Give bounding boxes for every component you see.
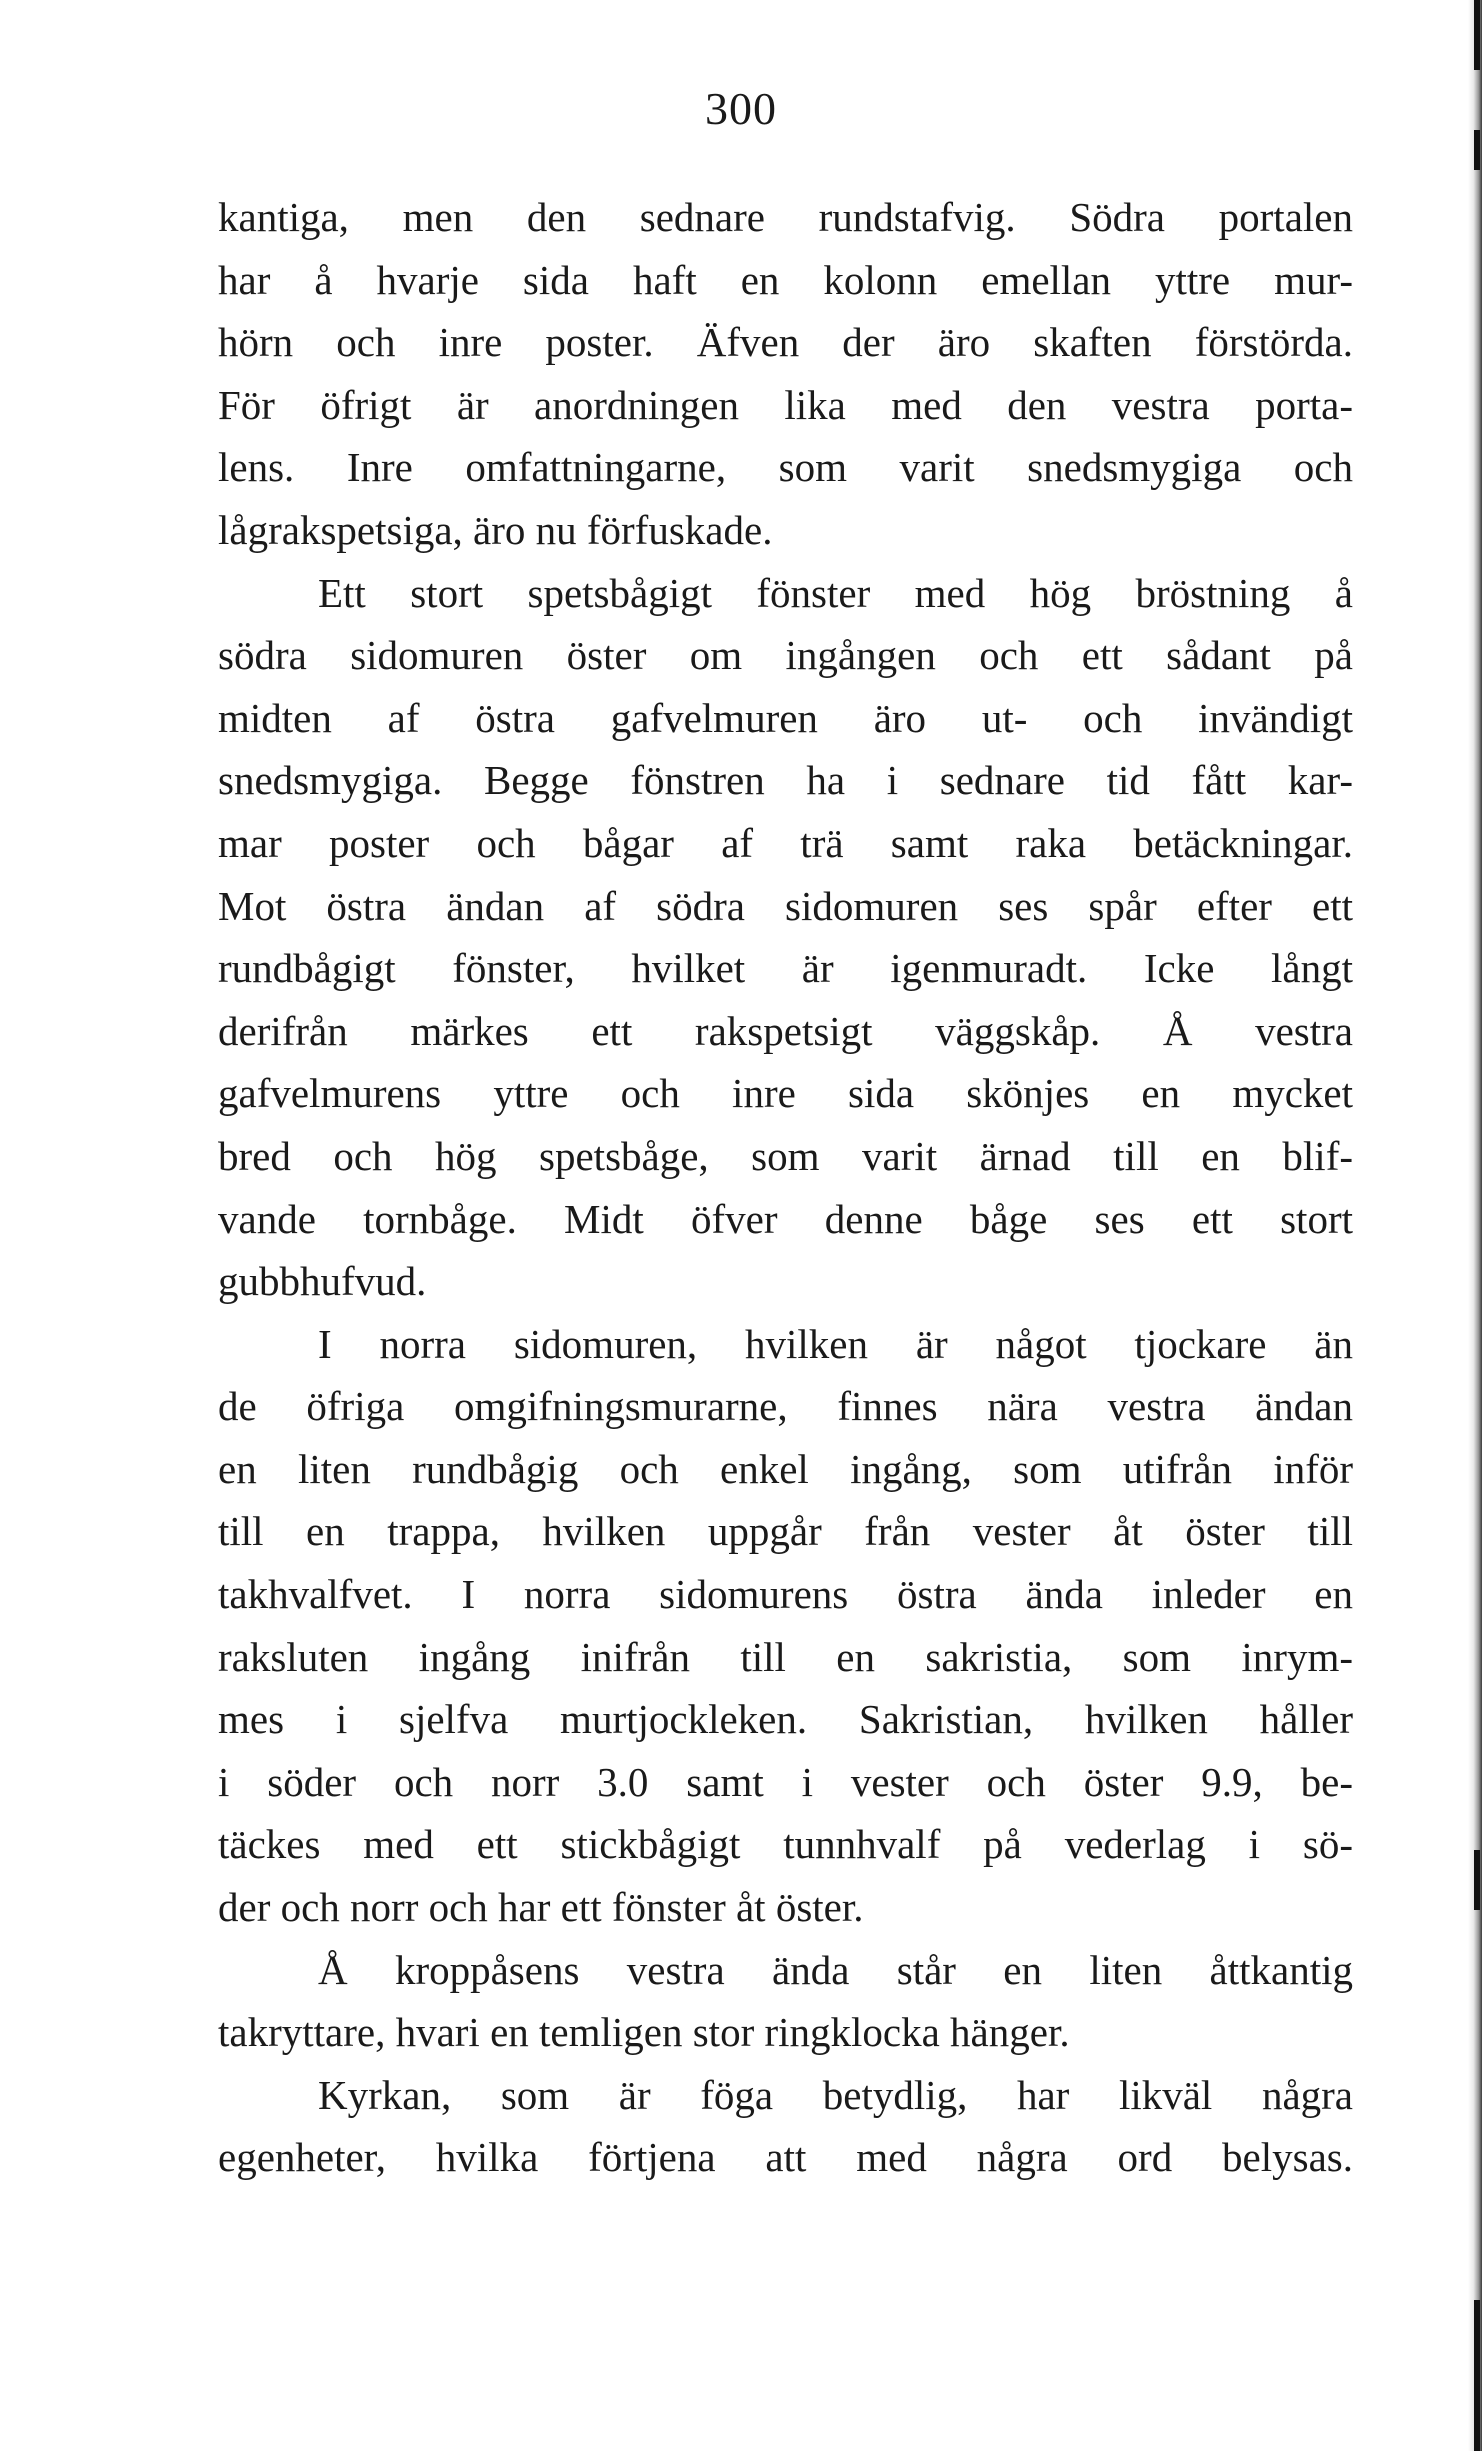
- text-line: Mot östra ändan af södra sidomuren ses spår efter ett: [218, 882, 1353, 929]
- text-line: södra sidomuren öster om ingången och ett sådant på: [218, 632, 1353, 679]
- text-line: derifrån märkes ett rakspetsigt väggskåp. Å vestra: [218, 1007, 1353, 1054]
- text-line: Ett stort spetsbågigt fönster med hög bröstning å: [318, 569, 1353, 616]
- text-line: raksluten ingång inifrån till en sakristia, som inrym-: [218, 1633, 1353, 1680]
- text-line: mes i sjelfva murtjockleken. Sakristian, hvilken håller: [218, 1696, 1353, 1743]
- text-line: takryttare, hvari en temligen stor ringklocka hänger.: [218, 2009, 1070, 2056]
- text-line: egenheter, hvilka förtjena att med några ord belysas.: [218, 2134, 1353, 2181]
- text-line: vande tornbåge. Midt öfver denne båge ses ett stort: [218, 1195, 1353, 1242]
- text-line: rundbågigt fönster, hvilket är igenmuradt. Icke långt: [218, 945, 1353, 992]
- text-line: I norra sidomuren, hvilken är något tjockare än: [318, 1320, 1353, 1367]
- text-line: täckes med ett stickbågigt tunnhvalf på vederlag i sö-: [218, 1821, 1353, 1868]
- page-edge-mark: [1474, 2300, 1480, 2451]
- text-line: en liten rundbågig och enkel ingång, som utifrån inför: [218, 1445, 1353, 1492]
- page-edge-shadow: [1468, 0, 1482, 2451]
- text-line: midten af östra gafvelmuren äro ut- och invändigt: [218, 694, 1353, 741]
- text-line: gafvelmurens yttre och inre sida skönjes en mycket: [218, 1070, 1353, 1117]
- page-edge-mark: [1474, 1850, 1480, 1910]
- text-line: mar poster och bågar af trä samt raka betäckningar.: [218, 819, 1353, 866]
- text-line: För öfrigt är anordningen lika med den vestra porta-: [218, 381, 1353, 428]
- text-line: snedsmygiga. Begge fönstren ha i sednare tid fått kar-: [218, 757, 1353, 804]
- page-edge-mark: [1474, 0, 1480, 70]
- text-line: kantiga, men den sednare rundstafvig. Södra portalen: [218, 194, 1353, 240]
- text-line: till en trappa, hvilken uppgår från vester åt öster till: [218, 1508, 1353, 1555]
- text-line: lens. Inre omfattningarne, som varit snedsmygiga och: [218, 444, 1353, 491]
- text-line: lågrakspetsiga, äro nu förfuskade.: [218, 506, 773, 553]
- text-line: de öfriga omgifningsmurarne, finnes nära vestra ändan: [218, 1383, 1353, 1430]
- text-line: i söder och norr 3.0 samt i vester och öster 9.9, be-: [218, 1758, 1353, 1805]
- text-line: der och norr och har ett fönster åt öster.: [218, 1884, 864, 1931]
- text-line: bred och hög spetsbåge, som varit ärnad till en blif-: [218, 1132, 1353, 1179]
- body-text: [218, 186, 1353, 2189]
- page-edge-mark: [1474, 130, 1480, 170]
- text-line: takhvalfvet. I norra sidomurens östra ända inleder en: [218, 1571, 1353, 1618]
- text-line: hörn och inre poster. Äfven der äro skaften förstörda.: [218, 319, 1353, 366]
- text-line: Å kroppåsens vestra ända står en liten åttkantig: [318, 1946, 1353, 1993]
- text-line: har å hvarje sida haft en kolonn emellan yttre mur-: [218, 256, 1353, 303]
- page-number: 300: [705, 83, 777, 134]
- text-line: gubbhufvud.: [218, 1258, 427, 1305]
- text-line: Kyrkan, som är föga betydlig, har likväl några: [318, 2071, 1353, 2118]
